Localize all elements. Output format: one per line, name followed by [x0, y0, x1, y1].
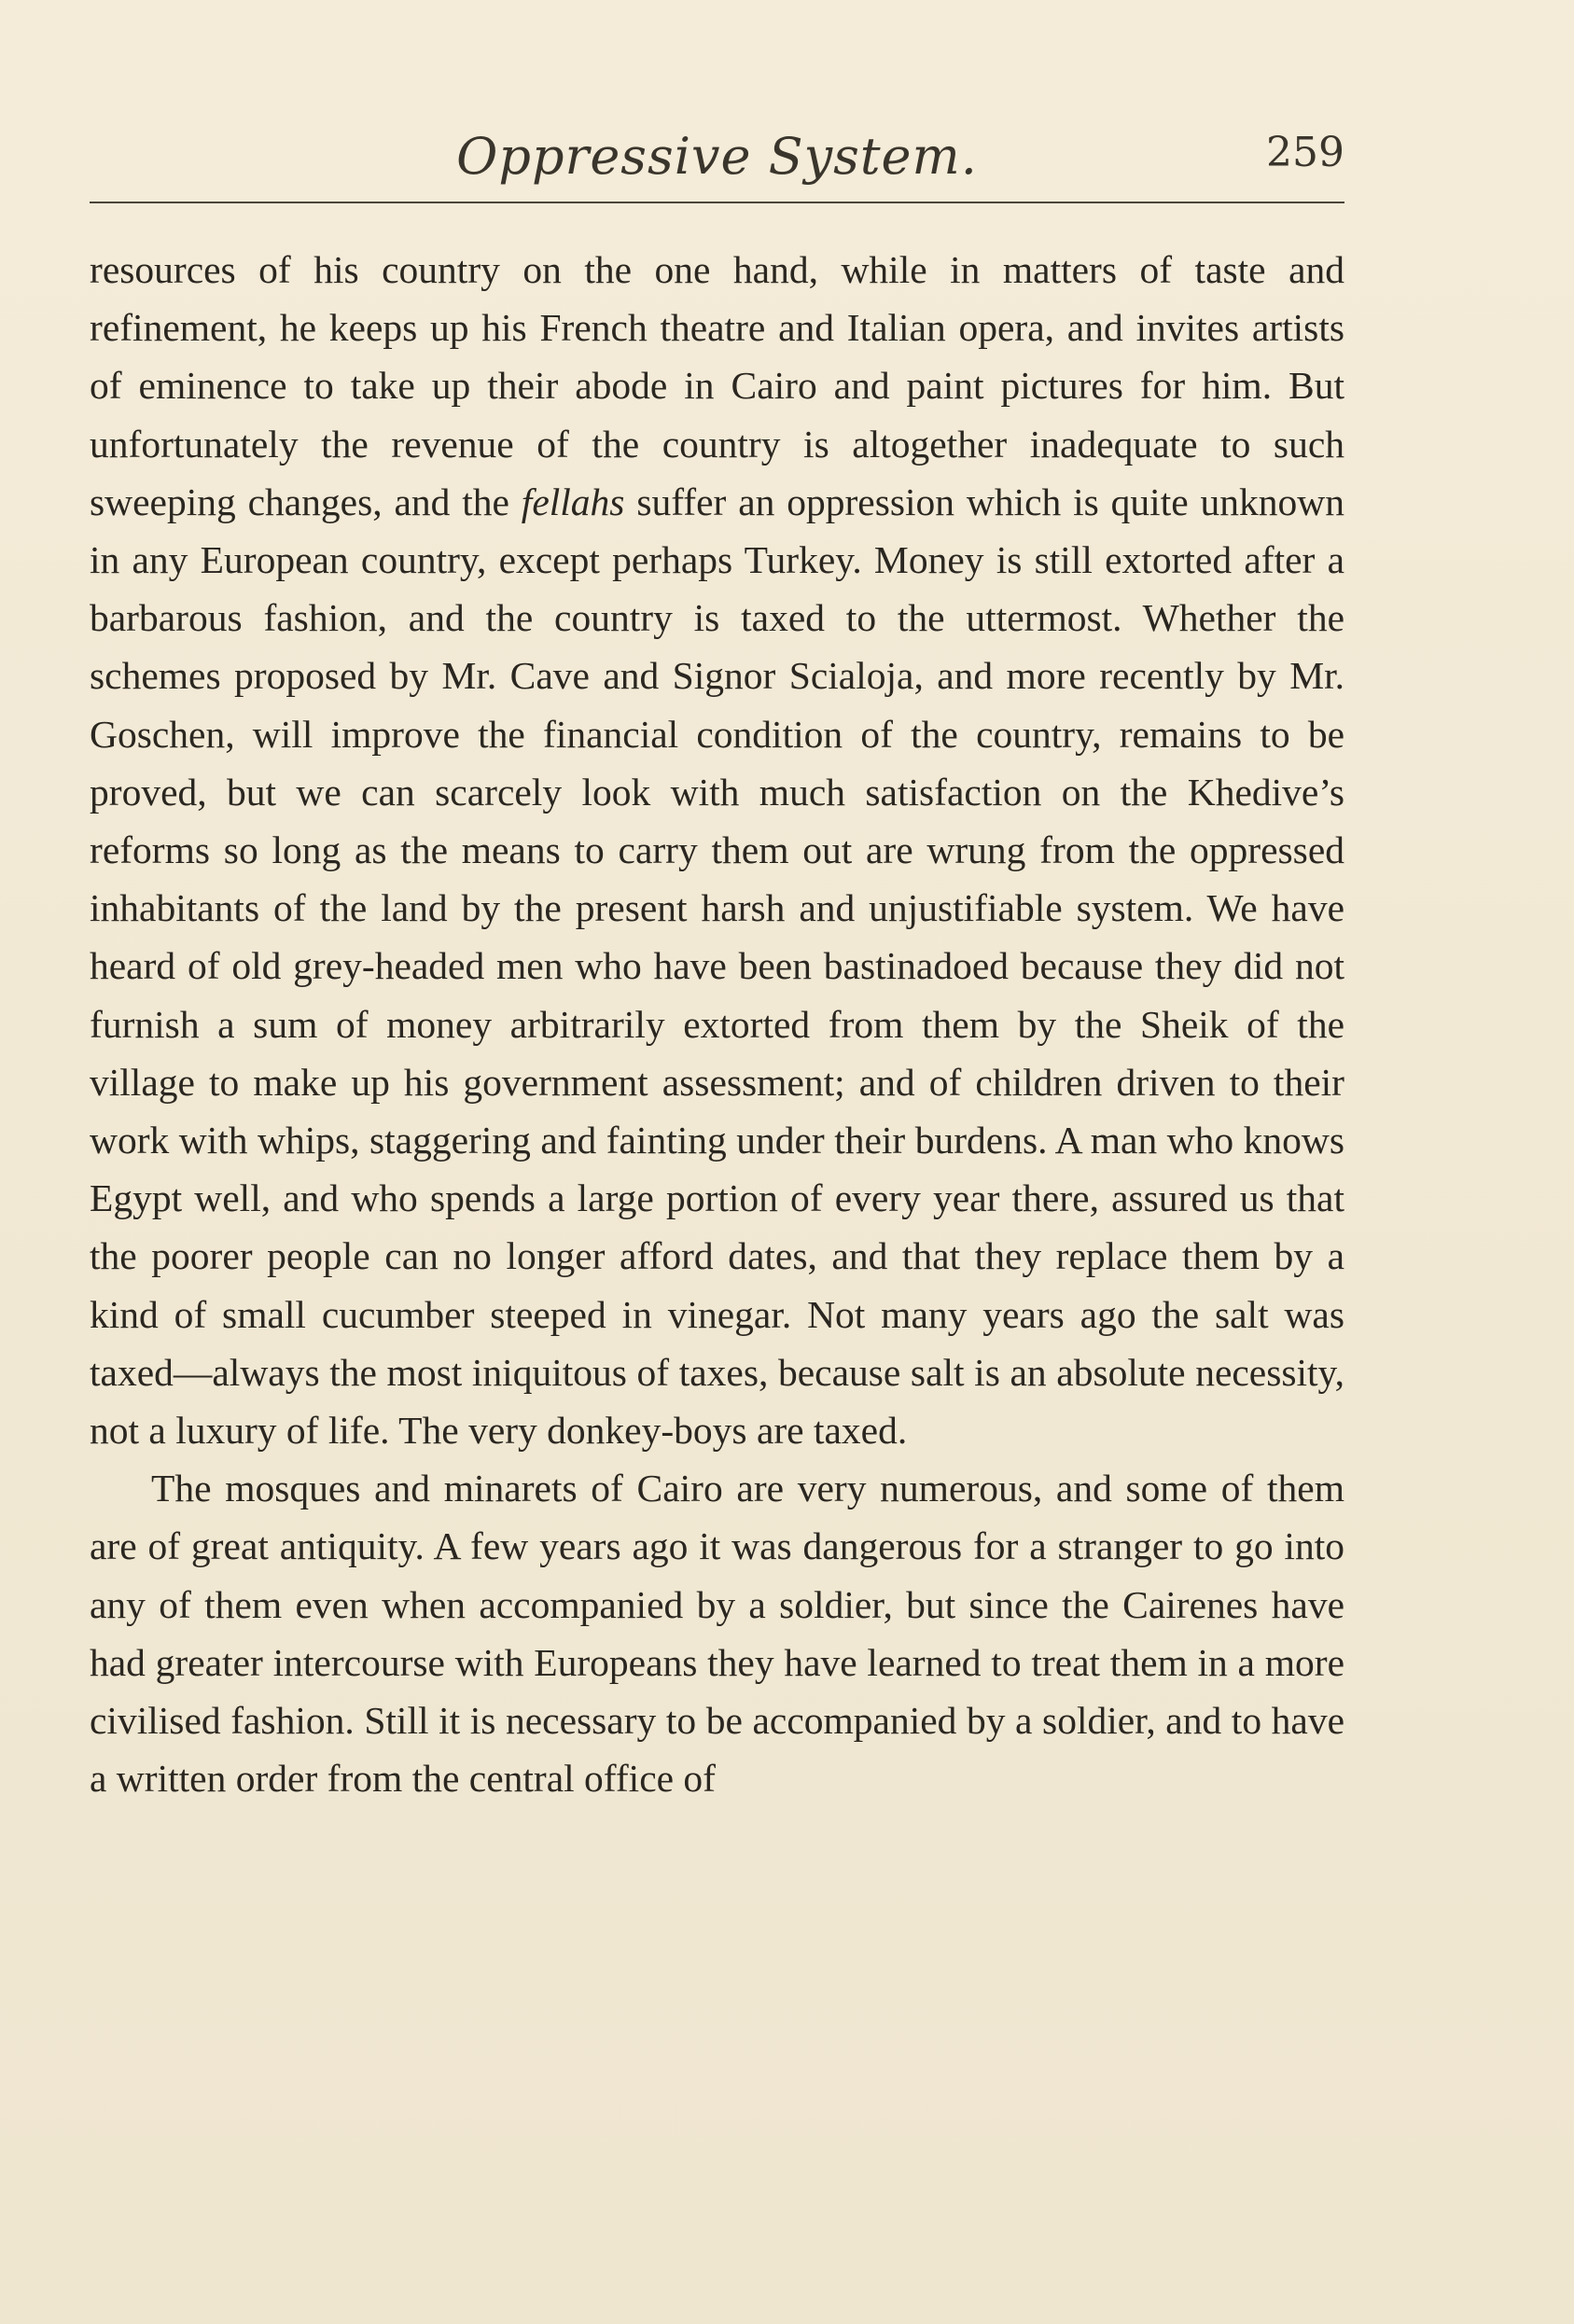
paragraph-2: The mosques and minarets of Cairo are very numerous, and some of them are of great antiquity. A few years ago it was dangerous for a stranger to go into any of them even when accompanied by a soldier, but since the Cairenes have had greater intercourse with Europeans they have learned to treat them in a more civilised fashion. Still it is necessary to be accompanied by a soldier, and to have a written order from the central office of — [90, 1467, 1344, 1801]
page-number: 259 — [1266, 129, 1344, 176]
paragraph-1-text-a: resources of his country on the one hand, while in matters of taste and refinement, he keeps up his French theatre and Italian opera, and invites artists of eminence to take up their abode in Cairo and paint pictures for him. But unfortunately the revenue of the country is altogether inadequate to such sweeping changes, and the — [90, 248, 1344, 523]
page-header — [90, 112, 1344, 196]
header-rule — [90, 202, 1344, 203]
italic-term: fellahs — [521, 480, 625, 523]
running-title: Oppressive System. — [456, 127, 978, 186]
body-text — [90, 241, 1344, 1807]
paragraph-1 — [90, 241, 1344, 1459]
paragraph-1-text-b: suffer an oppression which is quite unknown in any European country, except perhaps Turkey. Money is still extorted after a barbarous fashion, and the country is taxed to the uttermost. Whether the schemes proposed by Mr. Cave and Signor Scialoja, and more recently by Mr. Goschen, will improve the financial condition of the country, remains to be proved, but we can scarcely look with much satisfaction on the Khedive’s reforms so long as the means to carry them out are wrung from the oppressed inhabitants of the land by the present harsh and unjustifiable system. We have heard of old grey-headed men who have been bastinadoed because they did not furnish a sum of money arbitrarily extorted from them by the Sheik of the village to make up his government assessment; and of children driven to their work with whips, staggering and fainting under their burdens. A man who knows Egypt well, and who spends a large portion of every year there, assured us that the poorer people can no longer afford dates, and that they replace them by a kind of small cucumber steeped in vinegar. Not many years ago the salt was taxed—always the most iniquitous of taxes, because salt is an absolute necessity, not a luxury of life. The very donkey-boys are taxed. — [90, 480, 1344, 1453]
